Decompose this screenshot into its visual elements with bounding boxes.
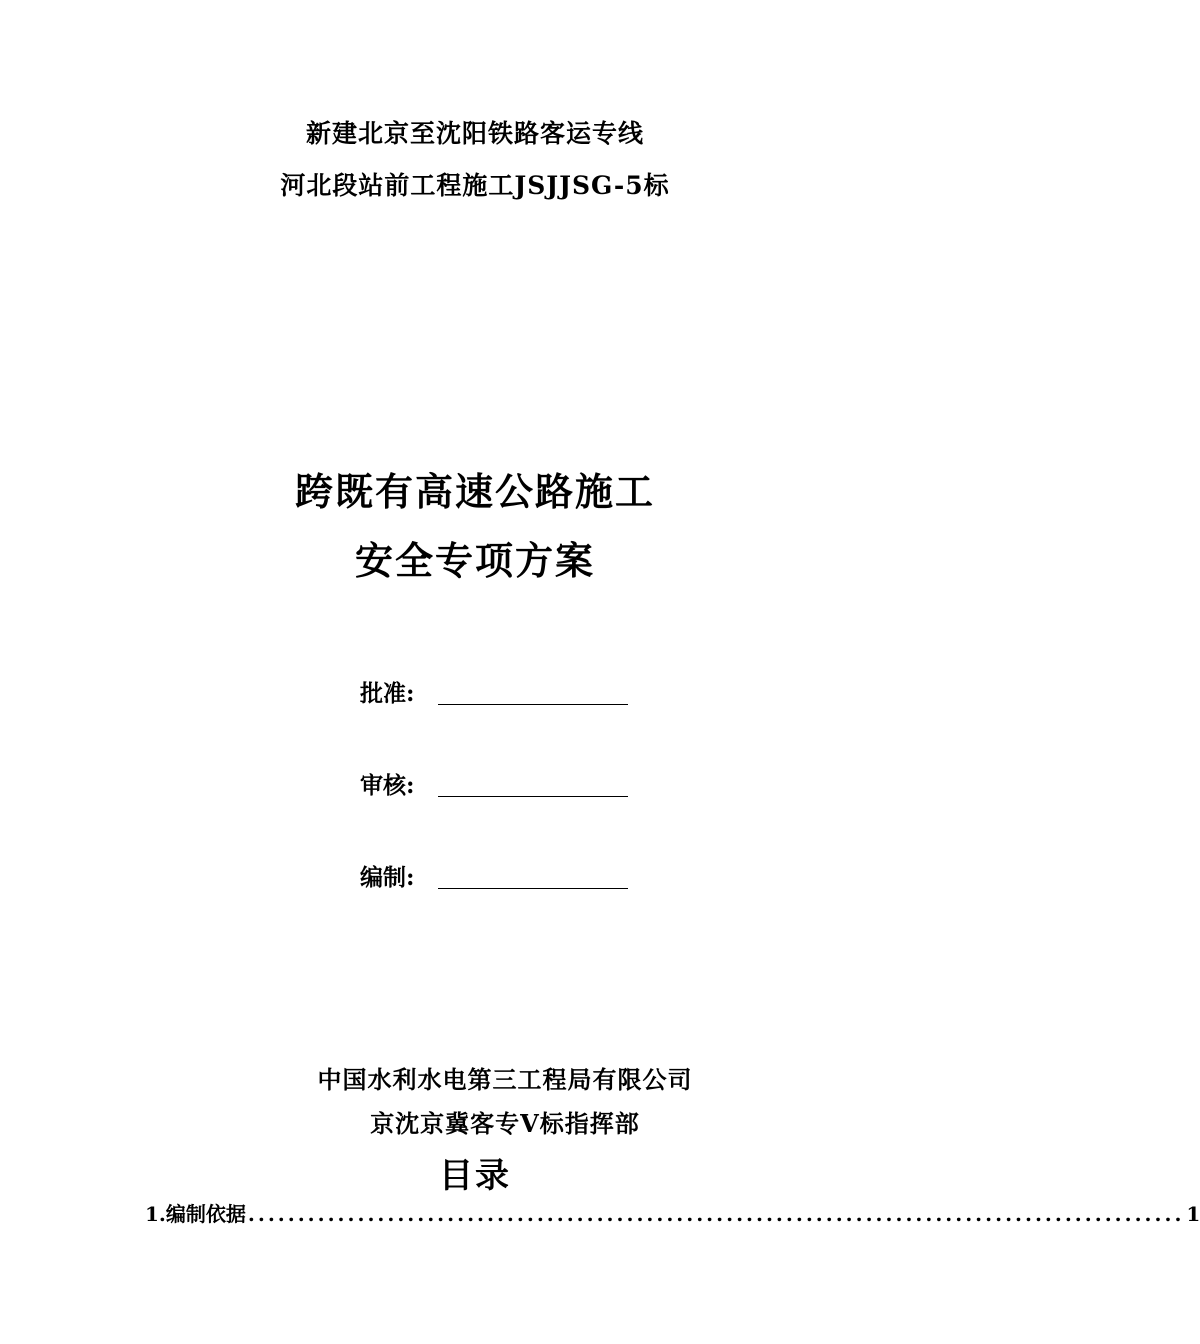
toc-title: 目录 <box>439 1156 511 1196</box>
prepare-signature-row <box>360 852 628 892</box>
toc-entry-text: 1.编制依据 <box>145 1202 246 1226</box>
approve-label: 批准: <box>360 680 415 707</box>
approve-signature-line <box>438 704 628 705</box>
review-signature-row <box>360 760 628 800</box>
toc-leader-dots: .............................................................................................. <box>247 1202 1185 1226</box>
prepare-signature-line <box>438 888 628 889</box>
project-name-line-2: 河北段站前工程施工JSJJSG-5标 <box>280 171 670 200</box>
prepare-label: 编制: <box>360 864 415 891</box>
toc-entry[interactable] <box>145 1198 1200 1227</box>
organization-department: 京沈京冀客专V标指挥部 <box>370 1109 640 1138</box>
project-name-line-1: 新建北京至沈阳铁路客运专线 <box>305 119 644 148</box>
toc-entry-page: 1 <box>1186 1202 1200 1226</box>
review-signature-line <box>438 796 628 797</box>
document-title-line-2: 安全专项方案 <box>354 538 595 583</box>
organization-name: 中国水利水电第三工程局有限公司 <box>317 1065 693 1094</box>
approve-signature-row <box>360 668 628 708</box>
review-label: 审核: <box>360 772 415 799</box>
document-title-line-1: 跨既有高速公路施工 <box>294 469 655 514</box>
